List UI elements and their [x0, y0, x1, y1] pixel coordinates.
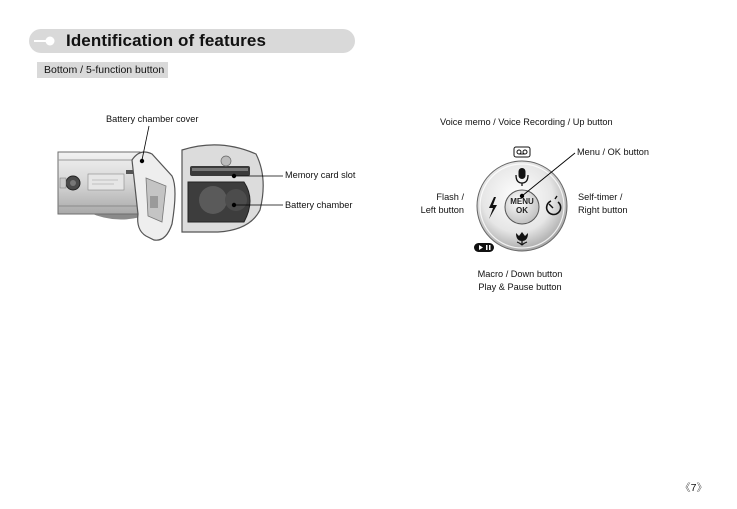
voice-recording-icon [514, 147, 530, 157]
section-subtitle: Bottom / 5-function button [37, 62, 168, 78]
label-right-line1: Self-timer / [578, 192, 623, 202]
label-down-line2: Play & Pause button [478, 282, 562, 292]
label-battery-chamber: Battery chamber [285, 200, 353, 210]
label-menu-ok-button: Menu / OK button [577, 147, 650, 157]
dpad-center-ok: OK [516, 205, 528, 215]
label-left-line1: Flash / [436, 192, 464, 202]
label-down-line1: Macro / Down button [477, 269, 563, 279]
label-left-line2: Left button [420, 205, 464, 215]
label-right-button [578, 191, 628, 217]
camera-bottom-illustration [58, 145, 263, 240]
label-left-button [412, 191, 464, 217]
label-battery-chamber-cover: Battery chamber cover [106, 114, 199, 124]
page-title: Identification of features [66, 31, 267, 50]
label-down-button [460, 268, 580, 294]
page-number: 《7》 [680, 482, 707, 494]
label-memory-card-slot: Memory card slot [285, 170, 356, 180]
play-pause-icon [474, 243, 494, 252]
dpad-center-label [505, 198, 539, 215]
dpad-center-menu: MENU [510, 197, 534, 206]
label-right-line2: Right button [578, 205, 628, 215]
label-up-button: Voice memo / Voice Recording / Up button [440, 117, 613, 127]
